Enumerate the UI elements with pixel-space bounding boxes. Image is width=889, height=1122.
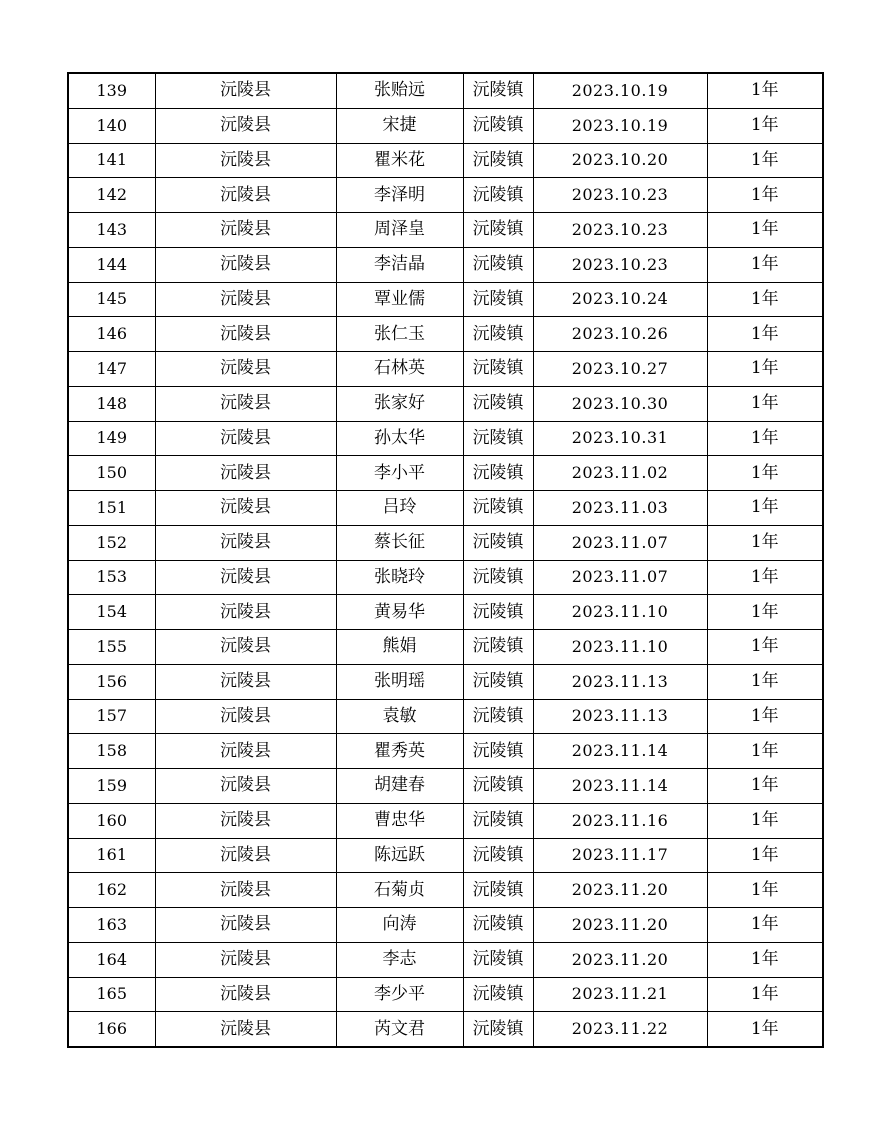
table-row	[68, 908, 823, 943]
term-cell: 1年	[707, 491, 823, 526]
county-cell: 沅陵县	[155, 769, 336, 804]
date-cell: 2023.10.23	[533, 178, 707, 213]
term-cell: 1年	[707, 317, 823, 352]
county-cell: 沅陵县	[155, 73, 336, 108]
person-name-cell: 芮文君	[336, 1012, 463, 1047]
person-name-cell: 蔡长征	[336, 525, 463, 560]
row-number-cell: 164	[68, 942, 155, 977]
town-cell: 沅陵镇	[463, 1012, 533, 1047]
person-name-cell: 瞿米花	[336, 143, 463, 178]
date-cell: 2023.11.16	[533, 803, 707, 838]
county-cell: 沅陵县	[155, 838, 336, 873]
table-row	[68, 769, 823, 804]
term-cell: 1年	[707, 769, 823, 804]
town-cell: 沅陵镇	[463, 664, 533, 699]
county-cell: 沅陵县	[155, 908, 336, 943]
table-row	[68, 630, 823, 665]
county-cell: 沅陵县	[155, 630, 336, 665]
row-number-cell: 166	[68, 1012, 155, 1047]
row-number-cell: 146	[68, 317, 155, 352]
row-number-cell: 157	[68, 699, 155, 734]
row-number-cell: 161	[68, 838, 155, 873]
row-number-cell: 163	[68, 908, 155, 943]
town-cell: 沅陵镇	[463, 525, 533, 560]
person-name-cell: 李少平	[336, 977, 463, 1012]
term-cell: 1年	[707, 803, 823, 838]
row-number-cell: 153	[68, 560, 155, 595]
date-cell: 2023.11.10	[533, 595, 707, 630]
county-cell: 沅陵县	[155, 421, 336, 456]
row-number-cell: 160	[68, 803, 155, 838]
person-name-cell: 覃业儒	[336, 282, 463, 317]
date-cell: 2023.10.24	[533, 282, 707, 317]
row-number-cell: 148	[68, 386, 155, 421]
term-cell: 1年	[707, 247, 823, 282]
term-cell: 1年	[707, 352, 823, 387]
town-cell: 沅陵镇	[463, 178, 533, 213]
date-cell: 2023.11.14	[533, 769, 707, 804]
date-cell: 2023.10.19	[533, 108, 707, 143]
town-cell: 沅陵镇	[463, 803, 533, 838]
county-cell: 沅陵县	[155, 213, 336, 248]
county-cell: 沅陵县	[155, 352, 336, 387]
row-number-cell: 152	[68, 525, 155, 560]
table-row	[68, 873, 823, 908]
table-row	[68, 421, 823, 456]
date-cell: 2023.10.23	[533, 213, 707, 248]
table-row	[68, 108, 823, 143]
term-cell: 1年	[707, 838, 823, 873]
county-cell: 沅陵县	[155, 873, 336, 908]
county-cell: 沅陵县	[155, 942, 336, 977]
row-number-cell: 145	[68, 282, 155, 317]
table-row	[68, 525, 823, 560]
table-row	[68, 247, 823, 282]
term-cell: 1年	[707, 282, 823, 317]
person-name-cell: 石菊贞	[336, 873, 463, 908]
date-cell: 2023.10.27	[533, 352, 707, 387]
table-row	[68, 317, 823, 352]
table-row	[68, 73, 823, 108]
term-cell: 1年	[707, 73, 823, 108]
person-name-cell: 吕玲	[336, 491, 463, 526]
row-number-cell: 165	[68, 977, 155, 1012]
person-name-cell: 李洁晶	[336, 247, 463, 282]
town-cell: 沅陵镇	[463, 352, 533, 387]
person-name-cell: 张家好	[336, 386, 463, 421]
county-cell: 沅陵县	[155, 525, 336, 560]
term-cell: 1年	[707, 525, 823, 560]
table-row	[68, 699, 823, 734]
date-cell: 2023.10.19	[533, 73, 707, 108]
term-cell: 1年	[707, 108, 823, 143]
term-cell: 1年	[707, 734, 823, 769]
row-number-cell: 140	[68, 108, 155, 143]
town-cell: 沅陵镇	[463, 143, 533, 178]
term-cell: 1年	[707, 1012, 823, 1047]
term-cell: 1年	[707, 595, 823, 630]
row-number-cell: 158	[68, 734, 155, 769]
date-cell: 2023.11.07	[533, 525, 707, 560]
table-row	[68, 178, 823, 213]
row-number-cell: 151	[68, 491, 155, 526]
row-number-cell: 143	[68, 213, 155, 248]
roster-table	[67, 72, 824, 1048]
person-name-cell: 熊娟	[336, 630, 463, 665]
roster-sheet	[67, 72, 822, 1048]
term-cell: 1年	[707, 977, 823, 1012]
term-cell: 1年	[707, 143, 823, 178]
county-cell: 沅陵县	[155, 143, 336, 178]
table-row	[68, 456, 823, 491]
row-number-cell: 144	[68, 247, 155, 282]
date-cell: 2023.11.13	[533, 664, 707, 699]
table-row	[68, 595, 823, 630]
date-cell: 2023.11.21	[533, 977, 707, 1012]
table-row	[68, 803, 823, 838]
row-number-cell: 162	[68, 873, 155, 908]
table-row	[68, 734, 823, 769]
term-cell: 1年	[707, 699, 823, 734]
term-cell: 1年	[707, 456, 823, 491]
town-cell: 沅陵镇	[463, 734, 533, 769]
table-row	[68, 977, 823, 1012]
person-name-cell: 孙太华	[336, 421, 463, 456]
date-cell: 2023.11.20	[533, 873, 707, 908]
term-cell: 1年	[707, 560, 823, 595]
table-row	[68, 352, 823, 387]
county-cell: 沅陵县	[155, 664, 336, 699]
table-row	[68, 664, 823, 699]
person-name-cell: 向涛	[336, 908, 463, 943]
town-cell: 沅陵镇	[463, 247, 533, 282]
date-cell: 2023.11.17	[533, 838, 707, 873]
table-row	[68, 143, 823, 178]
town-cell: 沅陵镇	[463, 769, 533, 804]
county-cell: 沅陵县	[155, 977, 336, 1012]
date-cell: 2023.10.31	[533, 421, 707, 456]
row-number-cell: 155	[68, 630, 155, 665]
term-cell: 1年	[707, 178, 823, 213]
person-name-cell: 石林英	[336, 352, 463, 387]
table-row	[68, 1012, 823, 1047]
county-cell: 沅陵县	[155, 317, 336, 352]
term-cell: 1年	[707, 213, 823, 248]
date-cell: 2023.11.07	[533, 560, 707, 595]
town-cell: 沅陵镇	[463, 421, 533, 456]
row-number-cell: 154	[68, 595, 155, 630]
date-cell: 2023.11.22	[533, 1012, 707, 1047]
date-cell: 2023.10.20	[533, 143, 707, 178]
term-cell: 1年	[707, 421, 823, 456]
person-name-cell: 李志	[336, 942, 463, 977]
table-row	[68, 386, 823, 421]
county-cell: 沅陵县	[155, 491, 336, 526]
town-cell: 沅陵镇	[463, 317, 533, 352]
date-cell: 2023.11.20	[533, 908, 707, 943]
town-cell: 沅陵镇	[463, 699, 533, 734]
date-cell: 2023.11.02	[533, 456, 707, 491]
term-cell: 1年	[707, 386, 823, 421]
town-cell: 沅陵镇	[463, 108, 533, 143]
county-cell: 沅陵县	[155, 282, 336, 317]
date-cell: 2023.11.20	[533, 942, 707, 977]
term-cell: 1年	[707, 908, 823, 943]
term-cell: 1年	[707, 873, 823, 908]
town-cell: 沅陵镇	[463, 873, 533, 908]
date-cell: 2023.11.14	[533, 734, 707, 769]
town-cell: 沅陵镇	[463, 73, 533, 108]
table-row	[68, 491, 823, 526]
county-cell: 沅陵县	[155, 456, 336, 491]
row-number-cell: 149	[68, 421, 155, 456]
date-cell: 2023.11.13	[533, 699, 707, 734]
town-cell: 沅陵镇	[463, 838, 533, 873]
county-cell: 沅陵县	[155, 178, 336, 213]
town-cell: 沅陵镇	[463, 942, 533, 977]
county-cell: 沅陵县	[155, 386, 336, 421]
town-cell: 沅陵镇	[463, 386, 533, 421]
term-cell: 1年	[707, 664, 823, 699]
table-row	[68, 560, 823, 595]
person-name-cell: 李泽明	[336, 178, 463, 213]
row-number-cell: 147	[68, 352, 155, 387]
date-cell: 2023.10.23	[533, 247, 707, 282]
date-cell: 2023.11.03	[533, 491, 707, 526]
county-cell: 沅陵县	[155, 595, 336, 630]
roster-table-body	[68, 73, 823, 1047]
person-name-cell: 袁敏	[336, 699, 463, 734]
town-cell: 沅陵镇	[463, 491, 533, 526]
town-cell: 沅陵镇	[463, 560, 533, 595]
person-name-cell: 宋捷	[336, 108, 463, 143]
county-cell: 沅陵县	[155, 699, 336, 734]
county-cell: 沅陵县	[155, 1012, 336, 1047]
date-cell: 2023.10.30	[533, 386, 707, 421]
county-cell: 沅陵县	[155, 108, 336, 143]
row-number-cell: 150	[68, 456, 155, 491]
person-name-cell: 陈远跃	[336, 838, 463, 873]
town-cell: 沅陵镇	[463, 977, 533, 1012]
term-cell: 1年	[707, 630, 823, 665]
person-name-cell: 周泽皇	[336, 213, 463, 248]
row-number-cell: 159	[68, 769, 155, 804]
town-cell: 沅陵镇	[463, 282, 533, 317]
person-name-cell: 胡建春	[336, 769, 463, 804]
county-cell: 沅陵县	[155, 734, 336, 769]
date-cell: 2023.11.10	[533, 630, 707, 665]
person-name-cell: 张晓玲	[336, 560, 463, 595]
row-number-cell: 139	[68, 73, 155, 108]
person-name-cell: 张仁玉	[336, 317, 463, 352]
table-row	[68, 282, 823, 317]
county-cell: 沅陵县	[155, 560, 336, 595]
row-number-cell: 142	[68, 178, 155, 213]
term-cell: 1年	[707, 942, 823, 977]
person-name-cell: 黄易华	[336, 595, 463, 630]
town-cell: 沅陵镇	[463, 456, 533, 491]
county-cell: 沅陵县	[155, 803, 336, 838]
person-name-cell: 曹忠华	[336, 803, 463, 838]
table-row	[68, 213, 823, 248]
person-name-cell: 张贻远	[336, 73, 463, 108]
table-row	[68, 942, 823, 977]
person-name-cell: 张明瑶	[336, 664, 463, 699]
table-row	[68, 838, 823, 873]
row-number-cell: 141	[68, 143, 155, 178]
town-cell: 沅陵镇	[463, 213, 533, 248]
row-number-cell: 156	[68, 664, 155, 699]
town-cell: 沅陵镇	[463, 595, 533, 630]
date-cell: 2023.10.26	[533, 317, 707, 352]
town-cell: 沅陵镇	[463, 908, 533, 943]
county-cell: 沅陵县	[155, 247, 336, 282]
town-cell: 沅陵镇	[463, 630, 533, 665]
person-name-cell: 李小平	[336, 456, 463, 491]
person-name-cell: 瞿秀英	[336, 734, 463, 769]
